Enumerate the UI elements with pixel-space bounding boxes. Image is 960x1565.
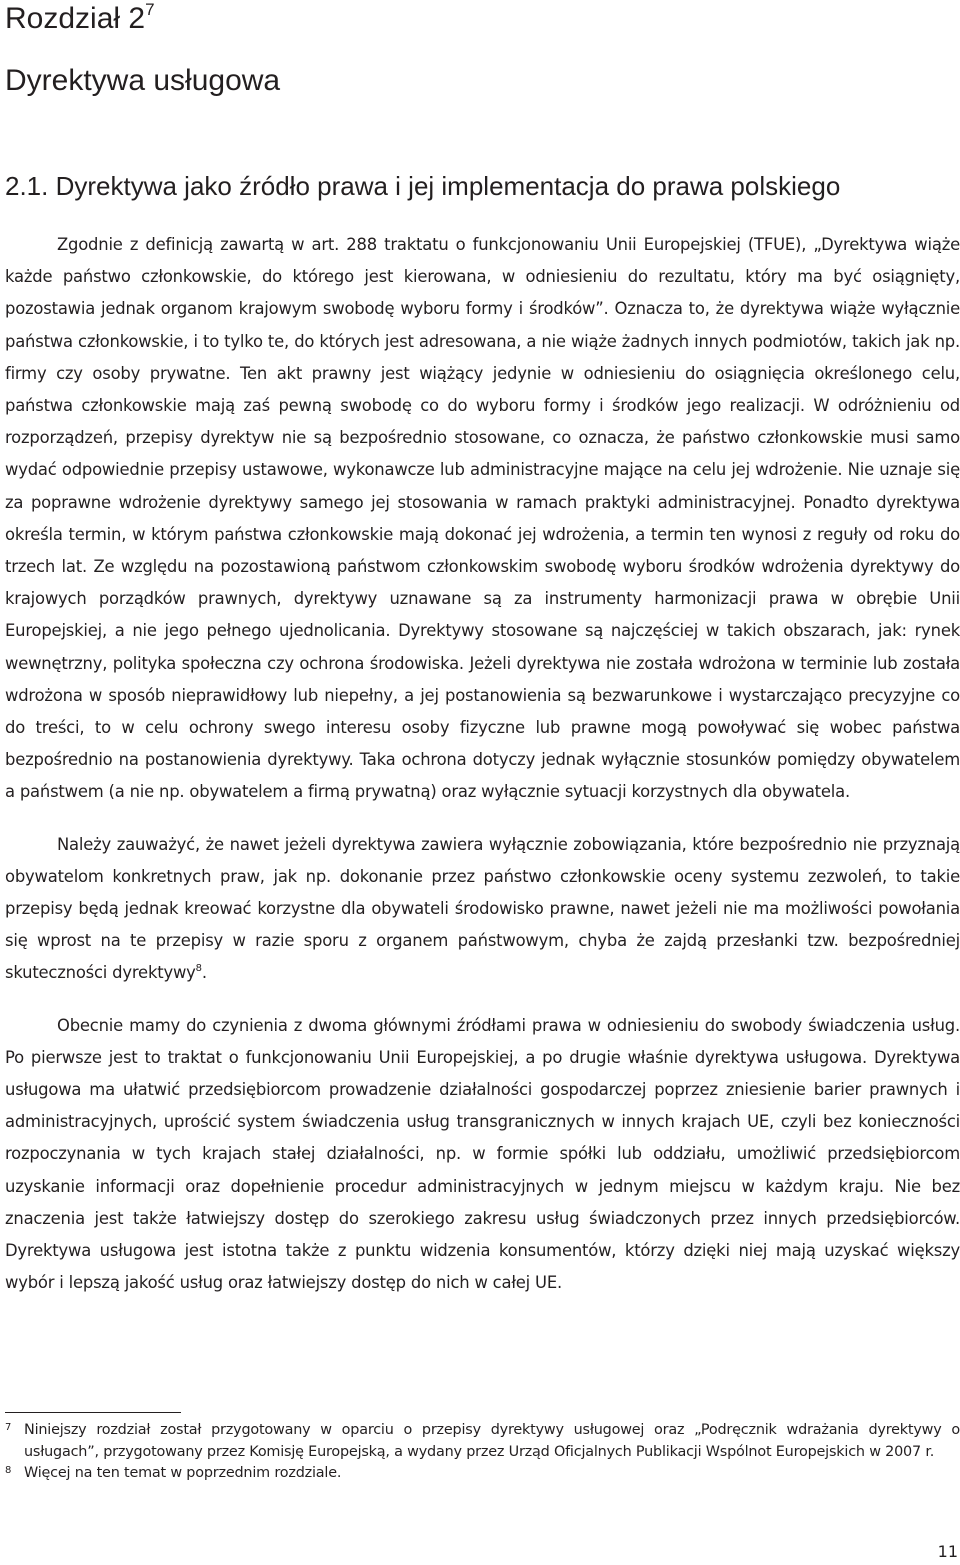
footnote-text: Więcej na ten temat w poprzednim rozdziale.	[24, 1465, 342, 1481]
footnote-ref-7: 7	[145, 0, 155, 19]
footnote-8	[5, 1463, 960, 1485]
chapter-title: Dyrektywa usługowa	[5, 64, 281, 97]
footnote-ref-8: 8	[195, 963, 202, 975]
paragraph-2	[5, 829, 960, 990]
paragraph-1-text: Zgodnie z definicją zawartą w art. 288 traktatu o funkcjonowaniu Unii Europejskiej (TFUE), „Dyrektywa wiąże każde państwo członkowskie, do którego jest kierowana, w odniesieniu do rezultatu, który ma być osiągnięty, pozostawia jednak organom krajowym swobodę wyboru formy i środków”. Oznacza to, że dyrektywa wiąże wyłącznie państwa członkowskie, i to tylko te, do których jest adresowana, a nie wiąże żadnych innych podmiotów, takich jak np. firmy czy osoby prywatne. Ten akt prawny jest wiążący jedynie w odniesieniu do osiągnięcia określonego celu, państwa członkowskie mają zaś pewną swobodę co do wyboru formy i środków jego realizacji. W odróżnieniu od rozporządzeń, przepisy dyrektyw nie są bezpośrednio stosowane, co oznacza, że państwo członkowskie musi samo wydać odpowiednie przepisy ustawowe, wykonawcze lub administracyjne mające na celu jej wdrożenie. Nie uznaje się za poprawne wdrożenie dyrektywy samego jej stosowania w ramach praktyki administracyjnej. Ponadto dyrektywa określa termin, w którym państwa członkowskie mają dokonać jej wdrożenia, a termin ten wynosi z reguły od roku do trzech lat. Ze względu na pozostawioną państwom członkowskim swobodę wyboru środków wdrożenia dyrektywy do krajowych porządków prawnych, dyrektywy uznawane są za instrumenty harmonizacji prawa w obrębie Unii Europejskiej, a nie jego pełnego ujednolicania. Dyrektywy stosowane są najczęściej w takich obszarach, jak: rynek wewnętrzny, polityka społeczna czy ochrona środowiska. Jeżeli dyrektywa nie została wdrożona w terminie lub została wdrożona w sposób nieprawidłowy lub niepełny, a jej postanowienia są bezwarunkowe i wystarczająco precyzyjne co do treści, to w celu ochrony swego interesu osoby fizyczne lub prawne mogą powoływać się wobec państwa bezpośrednio na postanowienia dyrektywy. Taka ochrona dotyczy jednak wyłącznie stosunków pomiędzy obywatelem a państwem (a nie np. obywatelem a firmą prywatną) oraz wyłącznie sytuacji korzystnych dla obywatela.	[5, 235, 960, 802]
footnote-7	[5, 1420, 960, 1463]
page-number: 11	[937, 1542, 958, 1561]
paragraph-1	[5, 229, 960, 809]
footnote-divider	[5, 1412, 181, 1413]
paragraph-3-text: Obecnie mamy do czynienia z dwoma głównymi źródłami prawa w odniesieniu do swobody świadczenia usług. Po pierwsze jest to traktat o funkcjonowaniu Unii Europejskiej, a po drugie właśnie dyrektywa usługowa. Dyrektywa usługowa ma ułatwić przedsiębiorcom prowadzenie działalności gospodarczej poprzez zniesienie barier prawnych i administracyjnych, uprościć system świadczenia usług transgranicznych w innych krajach UE, czyli bez konieczności rozpoczynania w tych krajach stałej działalności, np. w formie spółki lub oddziału, umożliwić przedsiębiorcom uzyskanie informacji oraz dopełnienie procedur administracyjnych w jednym miejscu w każdym kraju. Nie bez znaczenia jest także łatwiejszy dostęp do szerokiego zakresu usług świadczonych przez innych przedsiębiorców. Dyrektywa usługowa jest istotna także z punktu widzenia konsumentów, którzy dzięki niej mają uzyskać większy wybór i lepszą jakość usług oraz łatwiejszy dostęp do nich w całej UE.	[5, 1015, 960, 1293]
paragraph-2-tail: .	[201, 963, 207, 983]
footnote-number: 7	[5, 1422, 12, 1433]
body-text	[5, 229, 960, 1300]
footnote-number: 8	[5, 1465, 12, 1476]
footnotes	[5, 1420, 960, 1485]
footnote-text: Niniejszy rozdział został przygotowany w oparciu o przepisy dyrektywy usługowej oraz „Podręcznik wdrażania dyrektywy o usługach”, przygotowany przez Komisję Europejską, a wydany przez Urząd Oficjalnych Publikacji Wspólnot Europejskich w 2007 r.	[24, 1422, 960, 1460]
paragraph-2-text: Należy zauważyć, że nawet jeżeli dyrektywa zawiera wyłącznie zobowiązania, które bezpośrednio nie przyznają obywatelom konkretnych praw, jak np. dokonanie przez państwo członkowskie oceny systemu zezwoleń, to takie przepisy będą jednak kreować korzystne dla obywateli środowisko prawne, nawet jeżeli nie ma możliwości powołania się wprost na te przepisy w razie sporu z organem państwowym, chyba że zajdą przesłanki tzw. bezpośredniej skuteczności dyrektywy	[5, 834, 960, 983]
chapter-label-text: Rozdział 2	[5, 2, 146, 35]
chapter-label	[5, 0, 155, 38]
section-title: 2.1. Dyrektywa jako źródło prawa i jej implementacja do prawa polskiego	[5, 171, 841, 201]
paragraph-3	[5, 1010, 960, 1300]
